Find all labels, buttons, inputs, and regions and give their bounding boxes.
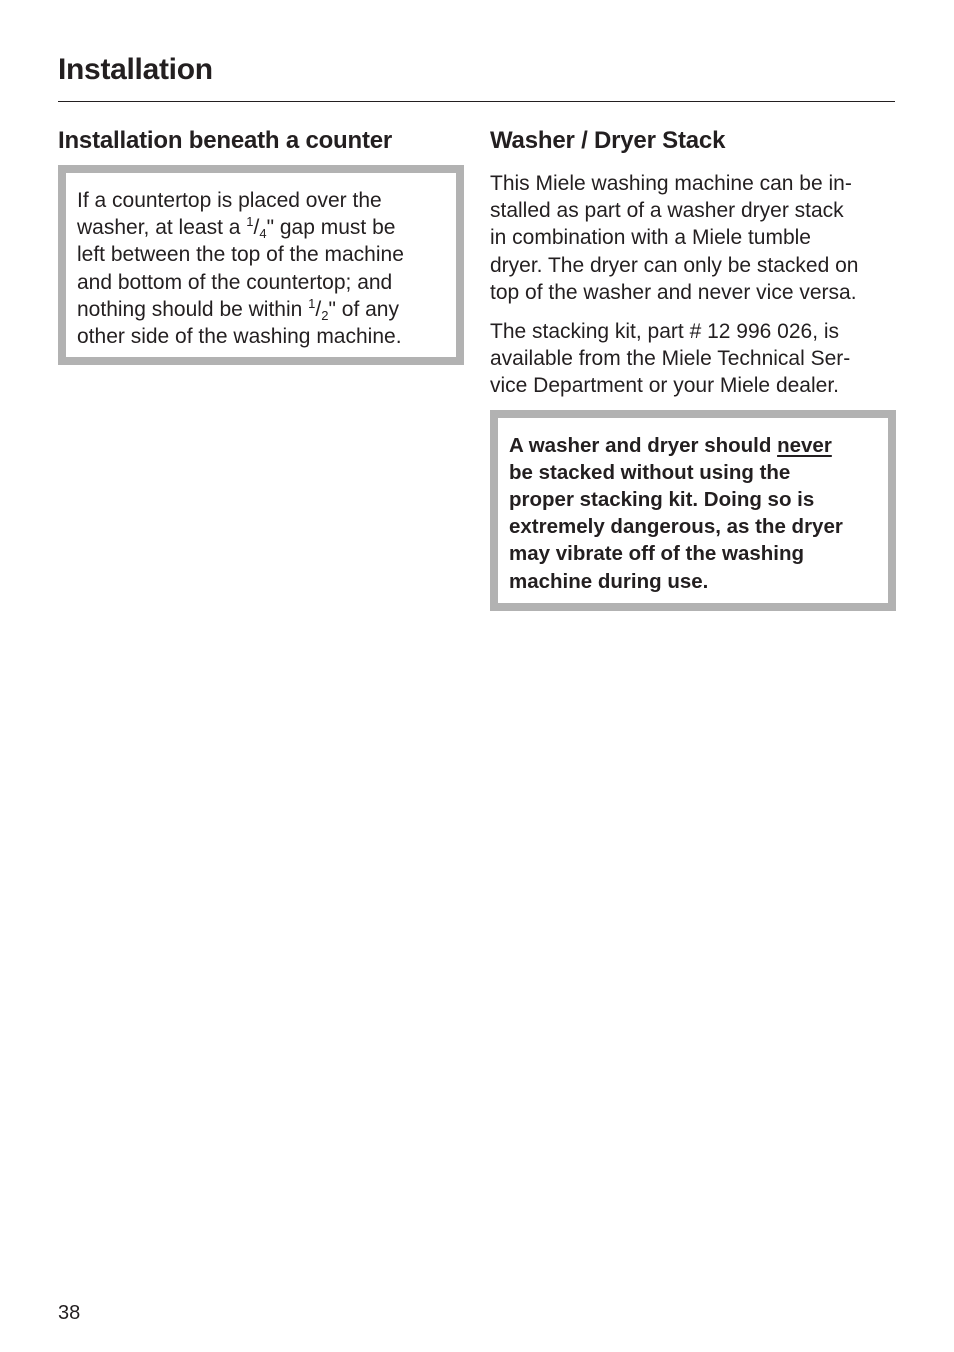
paragraph-line: available from the Miele Technical Ser- [490, 347, 851, 371]
warning-line: may vibrate off of the washing [509, 542, 805, 566]
title-divider [58, 101, 895, 102]
stacking-kit-paragraph [490, 318, 896, 400]
note-line: " gap must be [266, 216, 396, 240]
stacking-warning-box [490, 410, 896, 611]
fraction-half-inch [308, 295, 329, 323]
stack-description-paragraph [490, 170, 896, 306]
paragraph-line: This Miele washing machine can be in- [490, 172, 852, 195]
paragraph-line: dryer. The dryer can only be stacked on [490, 253, 859, 277]
warning-line: be stacked without using the [509, 460, 791, 484]
paragraph-line: vice Department or your Miele dealer. [490, 374, 839, 398]
paragraph-line: stalled as part of a washer dryer stack [490, 199, 844, 223]
fraction-quarter-inch [246, 214, 267, 242]
countertop-note-text [77, 187, 446, 350]
note-line: If a countertop is placed over the [77, 189, 382, 212]
installation-beneath-counter-section [58, 124, 464, 365]
fraction-denominator: 4 [259, 226, 267, 242]
paragraph-line: top of the washer and never vice versa. [490, 280, 857, 304]
fraction-numerator: 1 [246, 214, 254, 230]
warning-line: extremely dangerous, as the dryer [509, 515, 843, 539]
paragraph-line: in combination with a Miele tumble [490, 226, 811, 250]
section-heading-washer-dryer-stack: Washer / Dryer Stack [490, 127, 726, 154]
washer-dryer-stack-section [490, 124, 896, 611]
note-line: left between the top of the machine [77, 243, 404, 267]
note-line: and bottom of the countertop; and [77, 270, 393, 294]
page-number: 38 [58, 1302, 81, 1324]
warning-emphasis-never: never [777, 433, 832, 457]
fraction-slash: / [253, 216, 260, 240]
fraction-slash: / [315, 297, 322, 321]
note-line: " of any [328, 297, 399, 321]
note-line: washer, at least a [77, 216, 247, 240]
stacking-warning-text [509, 432, 878, 595]
note-line: other side of the washing machine. [77, 325, 402, 349]
warning-line: A washer and dryer should [509, 433, 778, 457]
countertop-note-box [58, 165, 464, 365]
note-line: nothing should be within [77, 297, 309, 321]
paragraph-line: The stacking kit, part # 12 996 026, is [490, 320, 840, 344]
page-title: Installation [58, 53, 213, 86]
section-heading-beneath-counter: Installation beneath a counter [58, 127, 393, 154]
fraction-numerator: 1 [308, 295, 316, 311]
fraction-denominator: 2 [321, 307, 329, 323]
warning-line: proper stacking kit. Doing so is [509, 488, 815, 512]
warning-line: machine during use. [509, 569, 709, 593]
